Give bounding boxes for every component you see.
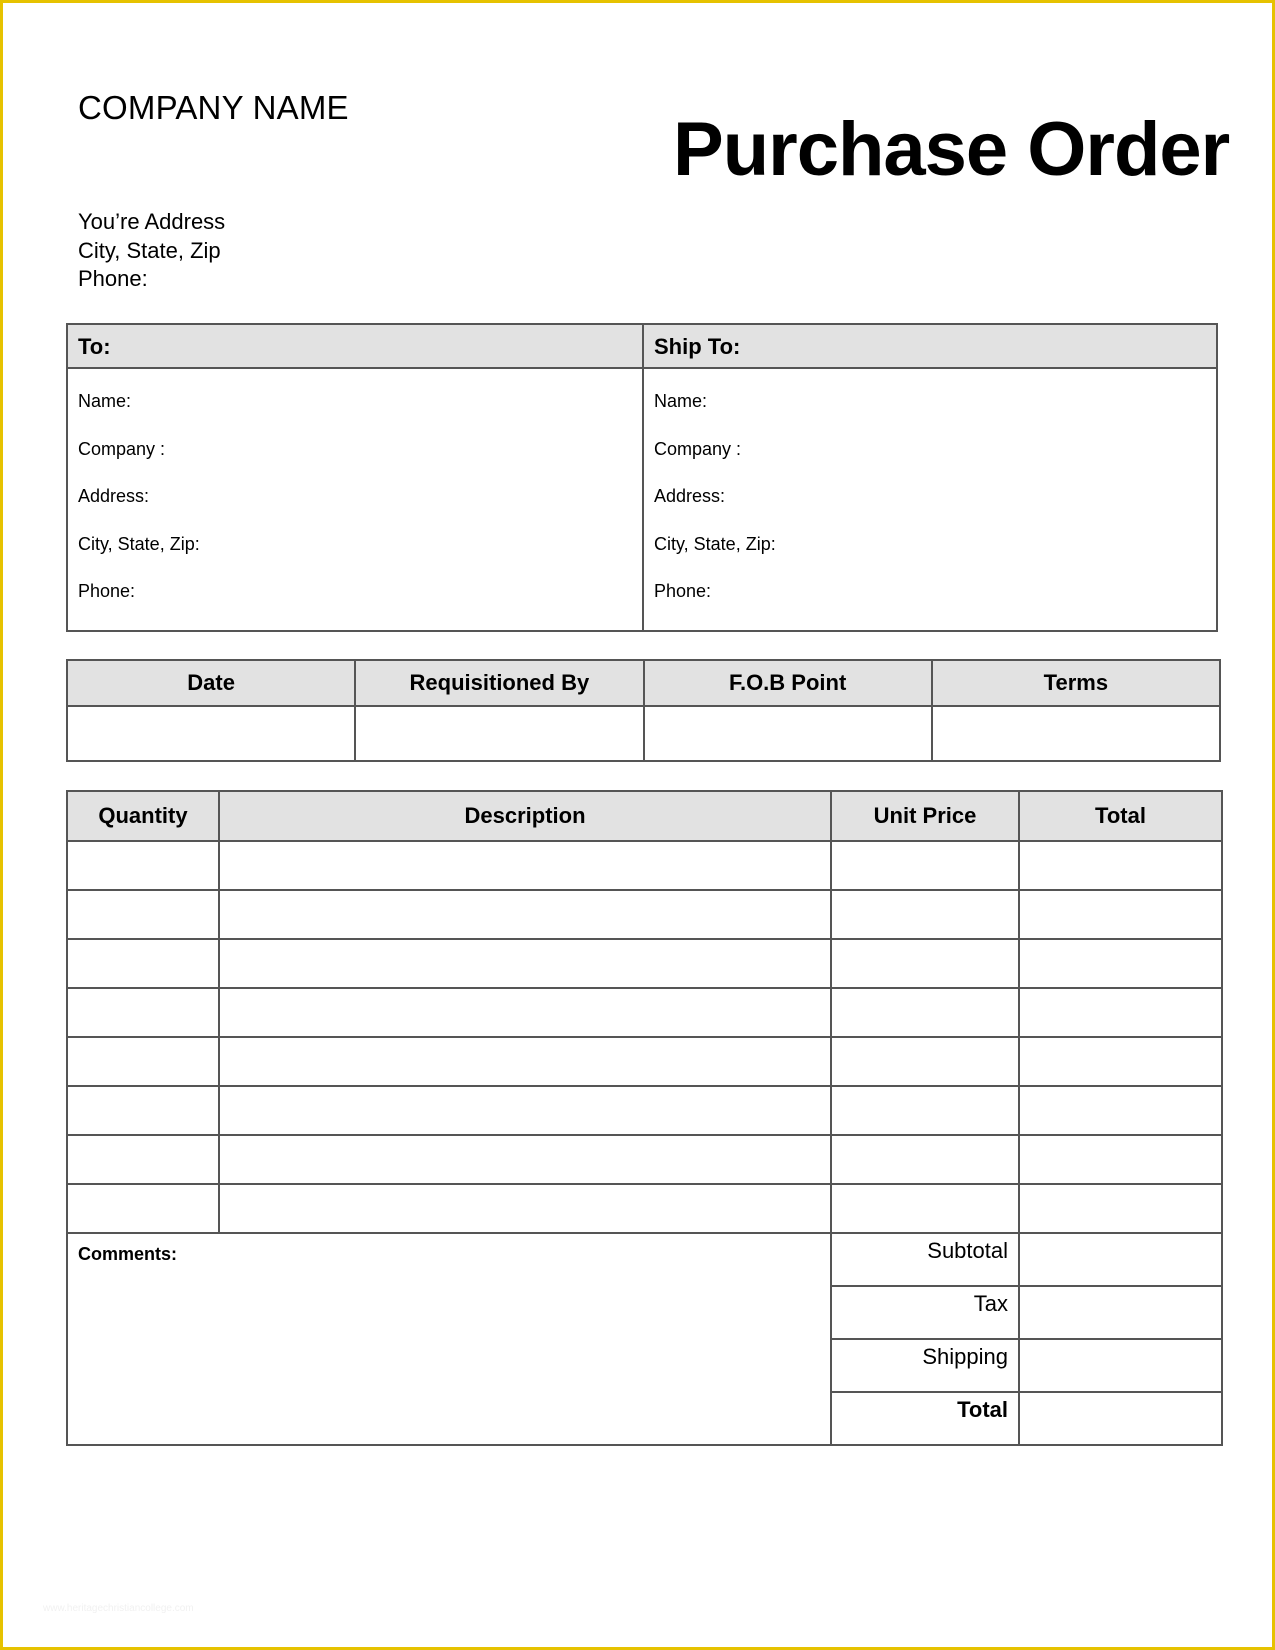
description-cell[interactable] [219,939,831,988]
shipping-value-cell[interactable] [1019,1339,1222,1392]
table-row [67,1037,1222,1086]
line-total-cell[interactable] [1019,1135,1222,1184]
description-cell[interactable] [219,1037,831,1086]
ship-to-name-field[interactable]: Name: [654,391,708,411]
unit-price-cell[interactable] [831,1037,1019,1086]
unit-price-header: Unit Price [831,791,1019,841]
line-total-cell[interactable] [1019,841,1222,890]
fob-point-header: F.O.B Point [644,660,932,706]
date-cell[interactable] [67,706,355,761]
grand-total-label: Total [831,1392,1019,1445]
to-name-field[interactable]: Name: [78,391,132,411]
to-city-state-zip-field[interactable]: City, State, Zip: [78,533,200,554]
ship-to-phone-field[interactable]: Phone: [654,581,712,601]
line-total-cell[interactable] [1019,988,1222,1037]
table-row [67,939,1222,988]
to-phone-field[interactable]: Phone: [78,581,136,601]
ship-to-address-field[interactable]: Address: [654,486,726,506]
unit-price-cell[interactable] [831,988,1019,1037]
description-header: Description [219,791,831,841]
ship-to-city-state-zip-field[interactable]: City, State, Zip: [654,533,776,554]
date-header: Date [67,660,355,706]
ship-to-company-field[interactable]: Company : [654,438,742,459]
document-title: Purchase Order [673,107,1230,192]
quantity-cell[interactable] [67,939,219,988]
description-cell[interactable] [219,1086,831,1135]
table-row [67,890,1222,939]
items-table [66,790,1221,1430]
quantity-cell[interactable] [67,841,219,890]
quantity-cell[interactable] [67,1184,219,1233]
unit-price-cell[interactable] [831,1086,1019,1135]
phone-line: Phone: [78,266,148,291]
grand-total-value-cell[interactable] [1019,1392,1222,1445]
line-total-cell[interactable] [1019,890,1222,939]
quantity-cell[interactable] [67,1086,219,1135]
company-name: COMPANY NAME [78,89,349,126]
terms-cell[interactable] [932,706,1220,761]
total-header: Total [1019,791,1222,841]
company-address [78,208,225,294]
fob-point-cell[interactable] [644,706,932,761]
to-address-field[interactable]: Address: [78,486,150,506]
ship-to-section [642,325,1216,630]
requisitioned-by-cell[interactable] [355,706,643,761]
table-row [67,1184,1222,1233]
line-total-cell[interactable] [1019,939,1222,988]
unit-price-cell[interactable] [831,1184,1019,1233]
order-info-table [66,659,1221,762]
to-section [68,325,642,630]
description-cell[interactable] [219,1184,831,1233]
quantity-cell[interactable] [67,988,219,1037]
table-row [67,841,1222,890]
to-company-field[interactable]: Company : [78,438,166,459]
comments-area[interactable] [67,1233,831,1445]
unit-price-cell[interactable] [831,890,1019,939]
ship-to-heading: Ship To: [644,325,1216,369]
description-cell[interactable] [219,1135,831,1184]
tax-label: Tax [831,1286,1019,1339]
quantity-cell[interactable] [67,890,219,939]
unit-price-cell[interactable] [831,1135,1019,1184]
unit-price-cell[interactable] [831,841,1019,890]
requisitioned-by-header: Requisitioned By [355,660,643,706]
table-row [67,1086,1222,1135]
description-cell[interactable] [219,890,831,939]
line-total-cell[interactable] [1019,1184,1222,1233]
comments-label: Comments: [78,1244,178,1264]
line-total-cell[interactable] [1019,1086,1222,1135]
subtotal-value-cell[interactable] [1019,1233,1222,1286]
table-row [67,1135,1222,1184]
description-cell[interactable] [219,988,831,1037]
terms-header: Terms [932,660,1220,706]
unit-price-cell[interactable] [831,939,1019,988]
parties-section [66,323,1218,632]
shipping-label: Shipping [831,1339,1019,1392]
quantity-cell[interactable] [67,1135,219,1184]
watermark-text: www.heritagechristiancollege.com [43,1603,194,1614]
tax-value-cell[interactable] [1019,1286,1222,1339]
address-line: You’re Address [78,209,226,234]
to-heading: To: [68,325,642,369]
quantity-header: Quantity [67,791,219,841]
description-cell[interactable] [219,841,831,890]
line-total-cell[interactable] [1019,1037,1222,1086]
quantity-cell[interactable] [67,1037,219,1086]
subtotal-label: Subtotal [831,1233,1019,1286]
table-row [67,988,1222,1037]
city-state-zip-line: City, State, Zip [78,237,221,263]
